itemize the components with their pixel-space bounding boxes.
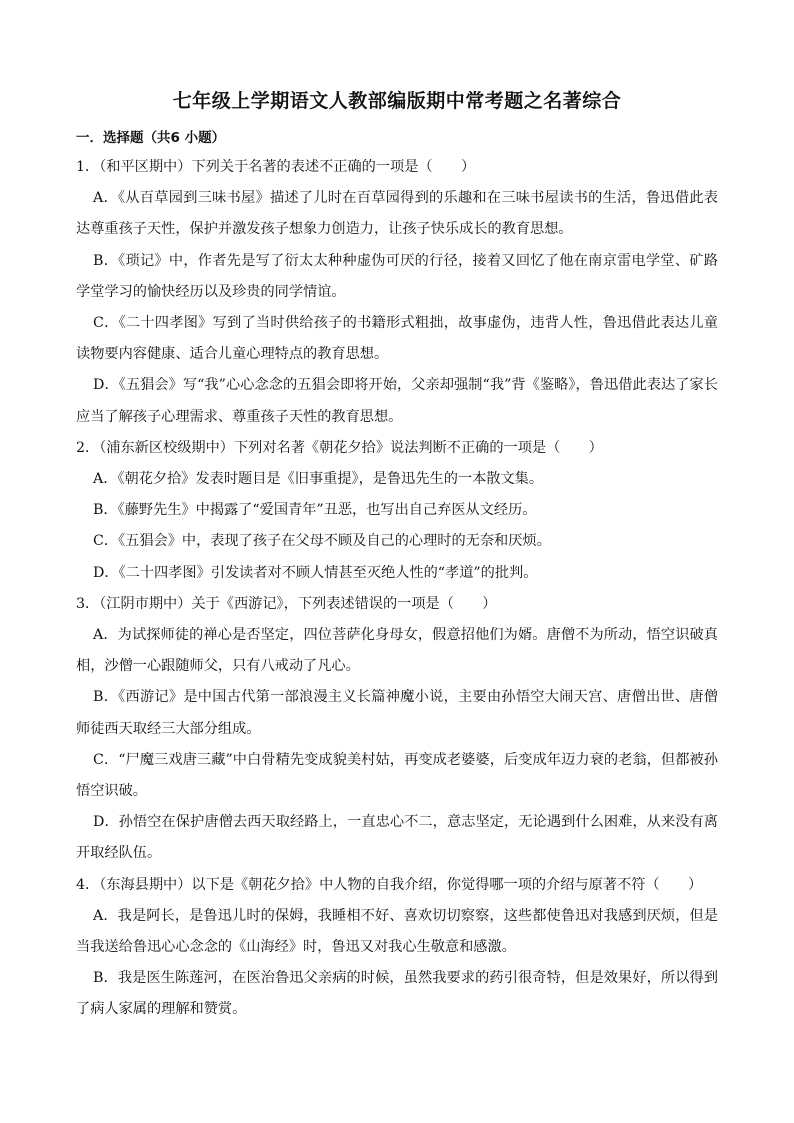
section-heading: 一．选择题（共6 小题）: [76, 130, 226, 146]
option-a: A．《从百草园到三味书屋》描述了儿时在百草园得到的乐趣和在三味书屋读书的生活，鲁迅借此表达尊重孩子天性，保护并激发孩子想象力创造力，让孩子快乐成长的教育思想。: [76, 190, 718, 238]
option-c: C．《五猖会》中，表现了孩子在父母不顾及自己的心理时的无奈和厌烦。: [93, 533, 551, 550]
option-b: B．《琐记》中，作者先是写了衍太太种种虚伪可厌的行径，接着又回忆了他在南京雷电学堂、矿路学堂学习的愉快经历以及珍贵的同学情谊。: [76, 252, 718, 300]
question-4: [76, 870, 718, 1026]
option-b: B．我是医生陈莲河，在医治鲁迅父亲病的时候，虽然我要求的药引很奇特，但是效果好，所以得到了病人家属的理解和赞赏。: [76, 970, 718, 1018]
question-stem: 3．（江阴市期中）关于《西游记》，下列表述错误的一项是（ ）: [76, 595, 497, 612]
option-a: A．《朝花夕拾》发表时题目是《旧事重提》，是鲁迅先生的一本散文集。: [93, 471, 544, 488]
option-c: C．“尸魔三戏唐三藏”中白骨精先变成貌美村姑，再变成老婆婆，后变成年迈力衰的老翁，但都被孙悟空识破。: [76, 751, 718, 800]
option-d: D．《五猖会》写“我”心心念念的五猖会即将开始，父亲却强制“我”背《鉴略》，鲁迅借此表达了家长应当了解孩子心理需求、尊重孩子天性的教育思想。: [76, 377, 718, 425]
option-d: D．《二十四孝图》引发读者对不顾人情甚至灭绝人性的“孝道”的批判。: [93, 564, 538, 581]
option-d: D．孙悟空在保护唐僧去西天取经路上，一直忠心不二，意志坚定，无论遇到什么困难，从来没有离开取经队伍。: [76, 814, 718, 862]
option-a: A．我是阿长，是鲁迅儿时的保姆，我睡相不好、喜欢切切察察，这些都使鲁迅对我感到厌烦，但是当我送给鲁迅心心念念的《山海经》时，鲁迅又对我心生敬意和感激。: [76, 907, 718, 956]
question-1: [76, 152, 718, 433]
option-a: A．为试探师徒的禅心是否坚定，四位菩萨化身母女，假意招他们为婿。唐僧不为所动，悟空识破真相，沙僧一心跟随师父，只有八戒动了凡心。: [76, 627, 718, 675]
question-stem: 4．（东海县期中）以下是《朝花夕拾》中人物的自我介绍，你觉得哪一项的介绍与原著不符（ ）: [76, 876, 703, 893]
question-list: [76, 152, 718, 1026]
option-b: B．《藤野先生》中揭露了“爱国青年”丑恶，也写出自己弃医从文经历。: [93, 502, 537, 519]
question-2: [76, 433, 718, 589]
option-b: B．《西游记》是中国古代第一部浪漫主义长篇神魔小说，主要由孙悟空大闹天宫、唐僧出世、唐僧师徒西天取经三大部分组成。: [76, 689, 718, 737]
option-c: C．《二十四孝图》写到了当时供给孩子的书籍形式粗拙，故事虚伪，违背人性，鲁迅借此表达儿童读物要内容健康、适合儿童心理特点的教育思想。: [76, 315, 718, 363]
question-3: [76, 589, 718, 870]
question-stem: 1．（和平区期中）下列关于名著的表述不正确的一项是（ ）: [76, 159, 476, 175]
question-stem: 2．（浦东新区校级期中）下列对名著《朝花夕拾》说法判断不正确的一项是（ ）: [76, 439, 603, 456]
document-title: 七年级上学期语文人教部编版期中常考题之名著综合: [172, 90, 622, 112]
